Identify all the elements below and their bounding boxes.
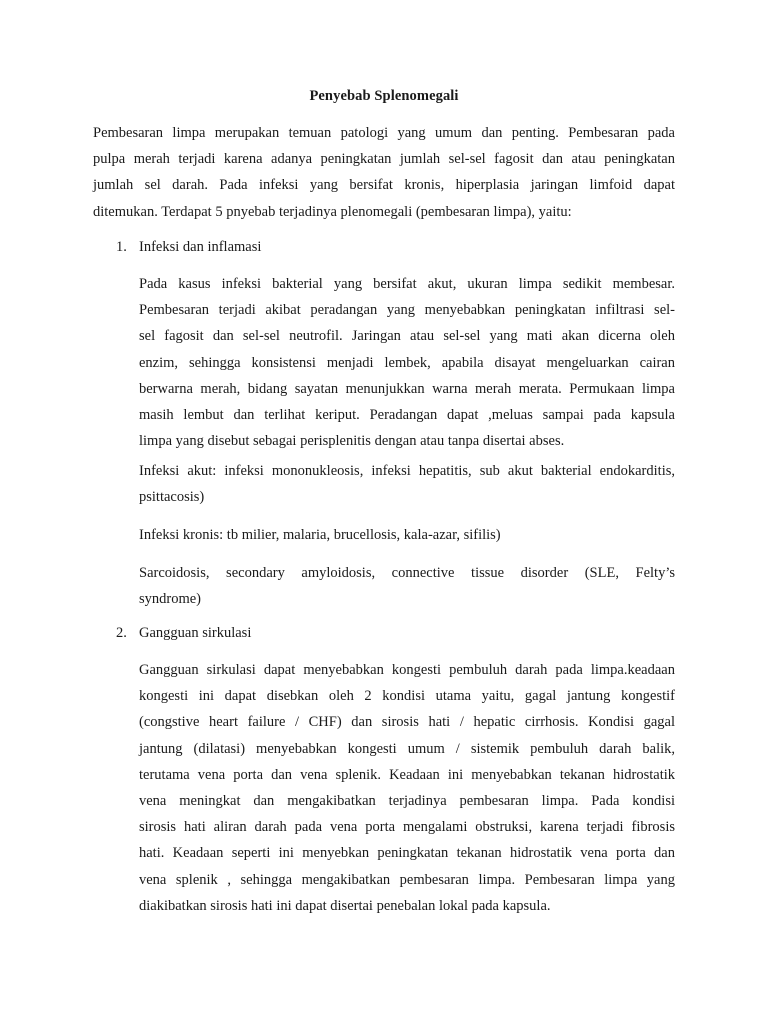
text-line: vena meningkat dan mengakibatkan terjadinya pembesaran limpa. Pada kondisi [139, 792, 675, 809]
text-line: limpa yang disebut sebagai perisplenitis dengan atau tanpa disertai abses. [139, 433, 565, 450]
section-1-paragraph-1 [139, 271, 675, 454]
text-line: masih lembut dan terlihat keriput. Peradangan dapat ,meluas sampai pada kapsula [139, 406, 675, 423]
text-line: ditemukan. Terdapat 5 pnyebab terjadinya plenomegali (pembesaran limpa), yaitu: [93, 203, 572, 220]
section-1-paragraph-4 [139, 560, 675, 612]
section-heading-label: Infeksi dan inflamasi [139, 239, 262, 255]
text-line: jumlah sel darah. Pada infeksi yang bersifat kronis, hiperplasia jaringan limfoid dapat [93, 177, 675, 194]
text-line: syndrome) [139, 591, 202, 608]
section-1-paragraph-3 [139, 522, 675, 548]
text-line: Pembesaran terjadi akibat peradangan yang menyebabkan peningkatan infiltrasi sel- [139, 302, 675, 319]
list-number: 1. [116, 239, 127, 255]
text-line: terutama vena porta dan vena splenik. Keadaan ini menyebabkan tekanan hidrostatik [139, 766, 675, 783]
intro-paragraph [93, 120, 675, 225]
text-line: pulpa merah terjadi karena adanya peningkatan jumlah sel-sel fagosit dan atau peningkatan [93, 151, 675, 168]
text-line: (congstive heart failure / CHF) dan sirosis hati / hepatic cirrhosis. Kondisi gagal [139, 714, 675, 731]
text-line: sel fagosit dan sel-sel neutrofil. Jaringan atau sel-sel yang mati akan dicerna oleh [139, 328, 675, 345]
text-line: Infeksi akut: infeksi mononukleosis, infeksi hepatitis, sub akut bakterial endokarditis, [139, 463, 675, 479]
text-line: sirosis hati aliran darah pada vena porta mengalami obstruksi, karena terjadi fibrosis [139, 819, 675, 836]
text-line: Infeksi kronis: tb milier, malaria, brucellosis, kala-azar, sifilis) [139, 527, 501, 543]
list-number: 2. [116, 625, 127, 641]
text-line: psittacosis) [139, 489, 205, 506]
text-line: Gangguan sirkulasi dapat menyebabkan kongesti pembuluh darah pada limpa.keadaan [139, 662, 675, 678]
section-heading-label: Gangguan sirkulasi [139, 625, 252, 641]
text-line: kongesti ini dapat disebkan oleh 2 kondisi utama yaitu, gagal jantung kongestif [139, 688, 675, 705]
section-1-paragraph-2 [139, 458, 675, 510]
text-line: hati. Keadaan seperti ini menyebkan peningkatan tekanan hidrostatik vena porta dan [139, 845, 675, 862]
section-2-paragraph-1 [139, 657, 675, 919]
document-title: Penyebab Splenomegali [309, 88, 459, 104]
text-line: Pembesaran limpa merupakan temuan patologi yang umum dan penting. Pembesaran pada [93, 125, 675, 141]
text-line: Pada kasus infeksi bakterial yang bersifat akut, ukuran limpa sedikit membesar. [139, 276, 675, 292]
text-line: Sarcoidosis, secondary amyloidosis, connective tissue disorder (SLE, Felty’s [139, 565, 675, 581]
text-line: vena splenik , sehingga mengakibatkan pembesaran limpa. Pembesaran limpa yang [139, 871, 675, 888]
text-line: enzim, sehingga konsistensi menjadi lembek, apabila disayat mengeluarkan cairan [139, 354, 675, 371]
text-line: berwarna merah, bidang sayatan menunjukkan warna merah merata. Permukaan limpa [139, 380, 675, 397]
text-line: diakibatkan sirosis hati ini dapat disertai penebalan lokal pada kapsula. [139, 897, 551, 914]
text-line: jantung (dilatasi) menyebabkan kongesti umum / sistemik pembuluh darah balik, [139, 740, 675, 757]
